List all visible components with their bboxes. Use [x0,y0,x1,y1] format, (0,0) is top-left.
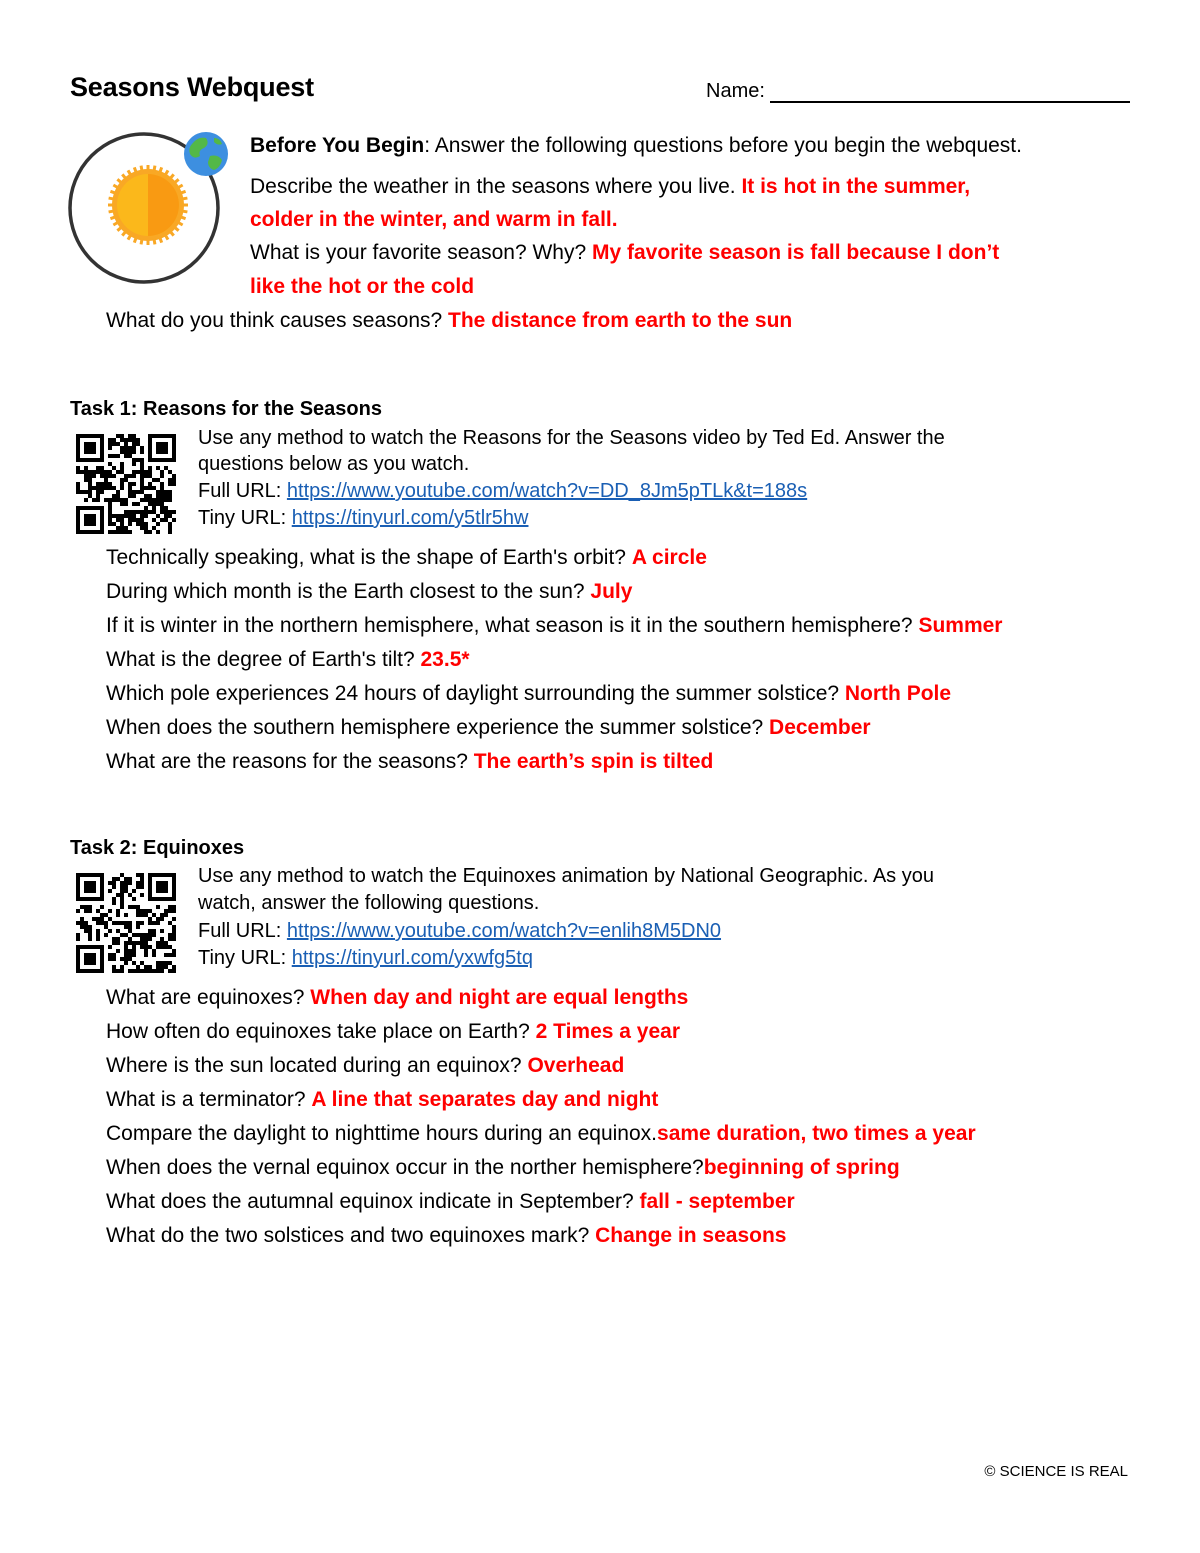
answer-text: Change in seasons [595,1224,787,1247]
question-text: What is the degree of Earth's tilt? [106,648,421,671]
question-text: What do the two solstices and two equinoxes mark? [106,1224,596,1247]
task2-desc-2: watch, answer the following questions. [198,892,540,914]
answer-text: North Pole [844,682,952,705]
intro-question-1 [250,174,970,200]
name-label: Name: [706,80,765,102]
question-text: Describe the weather in the seasons where you live. [250,175,742,198]
question-text: Where is the sun located during an equinox? [106,1054,528,1077]
answer-text: The earth’s spin is tilted [473,750,714,773]
question-text: When does the vernal equinox occur in the norther hemisphere? [106,1156,704,1179]
question-text: What does the autumnal equinox indicate in September? [106,1190,640,1213]
question-text: Which pole experiences 24 hours of daylight surrounding the summer solstice? [106,682,845,705]
answer-text: December [769,716,871,739]
answer-text: 2 Times a year [535,1020,681,1043]
intro-question-2 [250,240,999,266]
intro-question-3 [106,308,792,334]
page-title: Seasons Webquest [70,72,314,102]
task1-qa-row [106,681,951,707]
task2-qa-row [106,1053,624,1079]
task1-heading: Task 1: Reasons for the Seasons [70,398,382,420]
intro-answer-2-cont: like the hot or the cold [250,275,475,298]
question-text: Compare the daylight to nighttime hours during an equinox. [106,1122,658,1145]
task1-qa-row [106,545,707,571]
question-text: When does the southern hemisphere experience the summer solstice? [106,716,770,739]
answer-text: A circle [631,546,707,569]
answer-text: Summer [918,614,1003,637]
answer-text: It is hot in the summer, [741,175,971,198]
task2-qa-row [106,1155,900,1181]
task2-tiny-url [198,945,533,971]
task1-full-url-link[interactable]: https://www.youtube.com/watch?v=DD_8Jm5pTLk&t=188s [286,480,808,502]
question-text: If it is winter in the northern hemisphere, what season is it in the southern hemisphere? [106,614,919,637]
task1-qa-row [106,749,713,775]
task1-desc-2: questions below as you watch. [198,453,470,475]
task1-qa-row [106,715,871,741]
full-url-label: Full URL: [198,920,287,942]
answer-text: same duration, two times a year [657,1122,976,1145]
before-text: : Answer the following questions before you begin the webquest. [424,134,1022,157]
task1-full-url [198,478,807,504]
task2-desc-1: Use any method to watch the Equinoxes animation by National Geographic. As you [198,865,934,887]
task1-qa-row [106,613,1002,639]
tiny-url-label: Tiny URL: [198,947,292,969]
before-label: Before You Begin [250,134,425,157]
task1-qa-row [106,579,632,605]
question-text: What do you think causes seasons? [106,309,449,332]
earth-icon [184,132,228,176]
answer-text: The distance from earth to the sun [448,309,793,332]
task1-tiny-url-link[interactable]: https://tinyurl.com/y5tlr5hw [291,507,529,529]
question-text: What are equinoxes? [106,986,311,1009]
task2-full-url-link[interactable]: https://www.youtube.com/watch?v=enlih8M5DN0 [286,920,722,942]
question-text: What is a terminator? [106,1088,312,1111]
question-text: How often do equinoxes take place on Earth? [106,1020,536,1043]
name-field[interactable] [770,101,1130,103]
task2-heading: Task 2: Equinoxes [70,837,245,859]
intro-answer-1-cont: colder in the winter, and warm in fall. [250,208,618,231]
copyright-footer: © SCIENCE IS REAL [984,1463,1128,1480]
task2-qa-row [106,1121,976,1147]
answer-text: beginning of spring [703,1156,900,1179]
task2-qa-row [106,1223,786,1249]
answer-text: My favorite season is fall because I don’t [591,241,1000,264]
before-you-begin [250,133,1022,159]
task1-qa-row [106,647,470,673]
task1-tiny-url [198,505,528,531]
question-text: What is your favorite season? Why? [250,241,592,264]
answer-text: fall - september [639,1190,795,1213]
task2-full-url [198,918,721,944]
task2-qa-row [106,1087,658,1113]
task2-tiny-url-link[interactable]: https://tinyurl.com/yxwfg5tq [291,947,533,969]
sun-orbit-illustration [64,126,234,288]
question-text: What are the reasons for the seasons? [106,750,474,773]
answer-text: July [590,580,633,603]
answer-text: 23.5* [420,648,470,671]
task1-qr-code[interactable] [76,434,176,534]
task2-qr-code[interactable] [76,873,176,973]
answer-text: When day and night are equal lengths [310,986,689,1009]
tiny-url-label: Tiny URL: [198,507,292,529]
question-text: During which month is the Earth closest to the sun? [106,580,591,603]
answer-text: Overhead [527,1054,625,1077]
answer-text: A line that separates day and night [311,1088,659,1111]
task2-qa-row [106,1189,795,1215]
full-url-label: Full URL: [198,480,287,502]
task2-qa-row [106,1019,680,1045]
task2-qa-row [106,985,688,1011]
sun-icon [108,165,188,245]
question-text: Technically speaking, what is the shape of Earth's orbit? [106,546,632,569]
task1-desc-1: Use any method to watch the Reasons for the Seasons video by Ted Ed. Answer the [198,427,945,449]
